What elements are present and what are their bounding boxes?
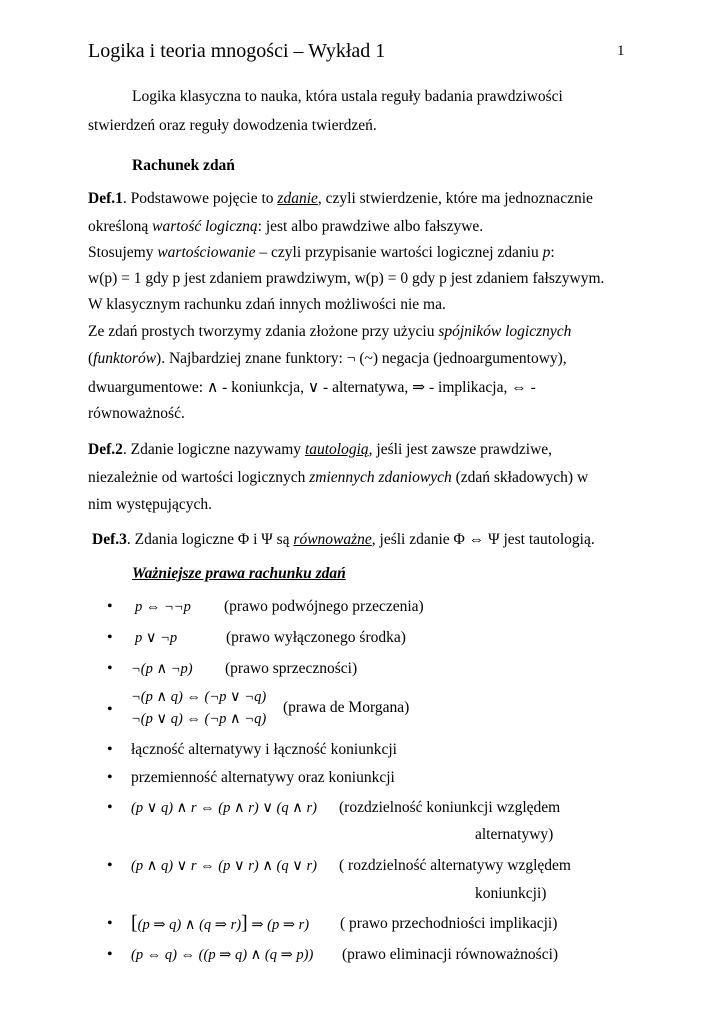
page-title: Logika i teoria mnogości – Wykład 1 <box>88 40 386 62</box>
def1-text: – czyli przypisanie wartości logicznej zdaniu <box>255 244 543 261</box>
def1-term-wartosciowanie: wartościowanie <box>157 244 256 261</box>
def1-line-2 <box>88 218 483 236</box>
list-bullet: • <box>107 701 113 718</box>
bracket-open: [ <box>131 912 138 934</box>
law-formula-distrib-and: (p ∨ q) ∧ r ⇔ (p ∧ r) ∨ (q ∧ r) <box>131 800 317 816</box>
def2-term-zmienne: zmiennych zdaniowych <box>309 469 452 486</box>
def2-label: Def.2 <box>88 441 123 458</box>
def1-term-zdanie: zdanie <box>277 190 318 207</box>
def2-line-3: nim występujących. <box>88 496 212 513</box>
def2-text: (zdań składowych) w <box>451 469 589 486</box>
def1-text: Ze zdań prostych tworzymy zdania złożone przy użyciu <box>88 323 439 340</box>
def1-line-8: dwuargumentowe: ∧ - koniunkcja, ∨ - alternatywa, ⇒ - implikacja, ⇔ - <box>88 379 536 396</box>
def1-term-wartosc: wartość logiczną <box>152 218 258 235</box>
list-bullet: • <box>107 769 113 786</box>
def1-line-7 <box>88 350 567 368</box>
law-formula-equiv-elimination: (p ⇔ q) ⇔ ((p ⇒ q) ∧ (q ⇒ p)) <box>131 947 314 963</box>
def1-text: określoną <box>88 218 153 235</box>
intro-line-1: Logika klasyczna to nauka, która ustala reguły badania prawdziwości <box>132 88 563 105</box>
section-heading-prawa: Ważniejsze prawa rachunku zdań <box>132 565 346 582</box>
list-bullet: • <box>107 857 113 874</box>
law-desc-equiv-elimination: (prawo eliminacji równoważności) <box>342 946 559 963</box>
def2-line-1 <box>88 441 552 459</box>
page-number: 1 <box>617 43 625 59</box>
def2-line-2 <box>88 469 588 487</box>
law-formula-transitivity-tail: ⇒ (p ⇒ r) <box>251 917 310 933</box>
law-formula-de-morgan-1: ¬(p ∧ q) ⇔ (¬p ∨ ¬q) <box>131 689 267 705</box>
def1-text: : <box>550 244 555 261</box>
law-formula-distrib-or: (p ∧ q) ∨ r ⇔ (p ∨ r) ∧ (q ∨ r) <box>131 858 317 874</box>
def1-line-1 <box>88 190 593 208</box>
def3-term-rownowazne: równoważne <box>293 531 372 548</box>
def1-line-9: równoważność. <box>88 405 185 422</box>
def1-var-p: p <box>542 244 551 261</box>
list-bullet: • <box>107 799 113 816</box>
law-formula-transitivity-inner: (p ⇒ q) ∧ (q ⇒ r) <box>137 917 242 933</box>
def3-text: , jeśli zdanie Φ ⇔ Ψ jest tautologią. <box>371 531 595 548</box>
def1-text: Stosujemy <box>88 244 158 261</box>
def2-term-tautologia: tautologią <box>304 441 369 458</box>
law-formula-contradiction: ¬(p ∧ ¬p) <box>131 661 193 677</box>
law-desc-contradiction: (prawo sprzeczności) <box>225 660 358 677</box>
def1-text: : jest albo prawdziwe albo fałszywe. <box>257 218 484 235</box>
law-desc-double-negation: (prawo podwójnego przeczenia) <box>224 598 424 615</box>
def1-line-6 <box>88 323 571 341</box>
def3-line <box>92 531 595 549</box>
def2-text: , jeśli jest zawsze prawdziwe, <box>368 441 553 458</box>
list-bullet: • <box>107 915 113 932</box>
def1-text: ( <box>88 350 94 367</box>
law-desc-distrib-and-2: alternatywy) <box>475 826 554 843</box>
def1-term-funktory: funktorów <box>93 350 157 367</box>
law-desc-de-morgan: (prawa de Morgana) <box>283 699 410 716</box>
def1-text: . Podstawowe pojęcie to <box>122 190 278 207</box>
list-bullet: • <box>107 598 113 615</box>
def3-text: . Zdania logiczne Φ i Ψ są <box>126 531 294 548</box>
def1-text: ). Najbardziej znane funktory: ¬ (~) negacja (jednoargumentowy), <box>156 350 567 367</box>
def1-text: , czyli stwierdzenie, które ma jednoznacznie <box>317 190 593 207</box>
list-bullet: • <box>107 629 113 646</box>
bracket-close: ] <box>241 912 248 934</box>
def1-line-3 <box>88 244 555 262</box>
def2-text: . Zdanie logiczne nazywamy <box>122 441 305 458</box>
def1-line-4: w(p) = 1 gdy p jest zdaniem prawdziwym, w(p) = 0 gdy p jest zdaniem fałszywym. <box>88 270 605 287</box>
law-formula-double-negation: p ⇔ ¬¬p <box>135 599 191 615</box>
list-bullet: • <box>107 946 113 963</box>
law-desc-transitivity: ( prawo przechodniości implikacji) <box>340 915 558 932</box>
law-formula-excluded-middle: p ∨ ¬p <box>135 630 178 646</box>
law-formula-transitivity <box>131 912 309 935</box>
law-formula-de-morgan-2: ¬(p ∨ q) ⇔ (¬p ∧ ¬q) <box>131 711 267 727</box>
law-desc-distrib-or-2: koniunkcji) <box>475 885 547 902</box>
list-bullet: • <box>107 741 113 758</box>
def1-label: Def.1 <box>88 190 123 207</box>
law-desc-distrib-or-1: ( rozdzielność alternatywy względem <box>339 857 571 874</box>
section-heading-rachunek: Rachunek zdań <box>132 157 235 174</box>
def2-text: niezależnie od wartości logicznych <box>88 469 310 486</box>
intro-line-2: stwierdzeń oraz reguły dowodzenia twierdzeń. <box>88 117 377 134</box>
def1-line-5: W klasycznym rachunku zdań innych możliwości nie ma. <box>88 296 446 313</box>
law-associativity: łączność alternatywy i łączność koniunkcji <box>131 741 397 758</box>
law-desc-excluded-middle: (prawo wyłączonego środka) <box>226 629 406 646</box>
law-commutativity: przemienność alternatywy oraz koniunkcji <box>131 769 395 786</box>
def3-label: Def.3 <box>92 531 127 548</box>
def1-term-spojniki: spójników logicznych <box>438 323 572 340</box>
list-bullet: • <box>107 660 113 677</box>
law-desc-distrib-and-1: (rozdzielność koniunkcji względem <box>339 799 561 816</box>
